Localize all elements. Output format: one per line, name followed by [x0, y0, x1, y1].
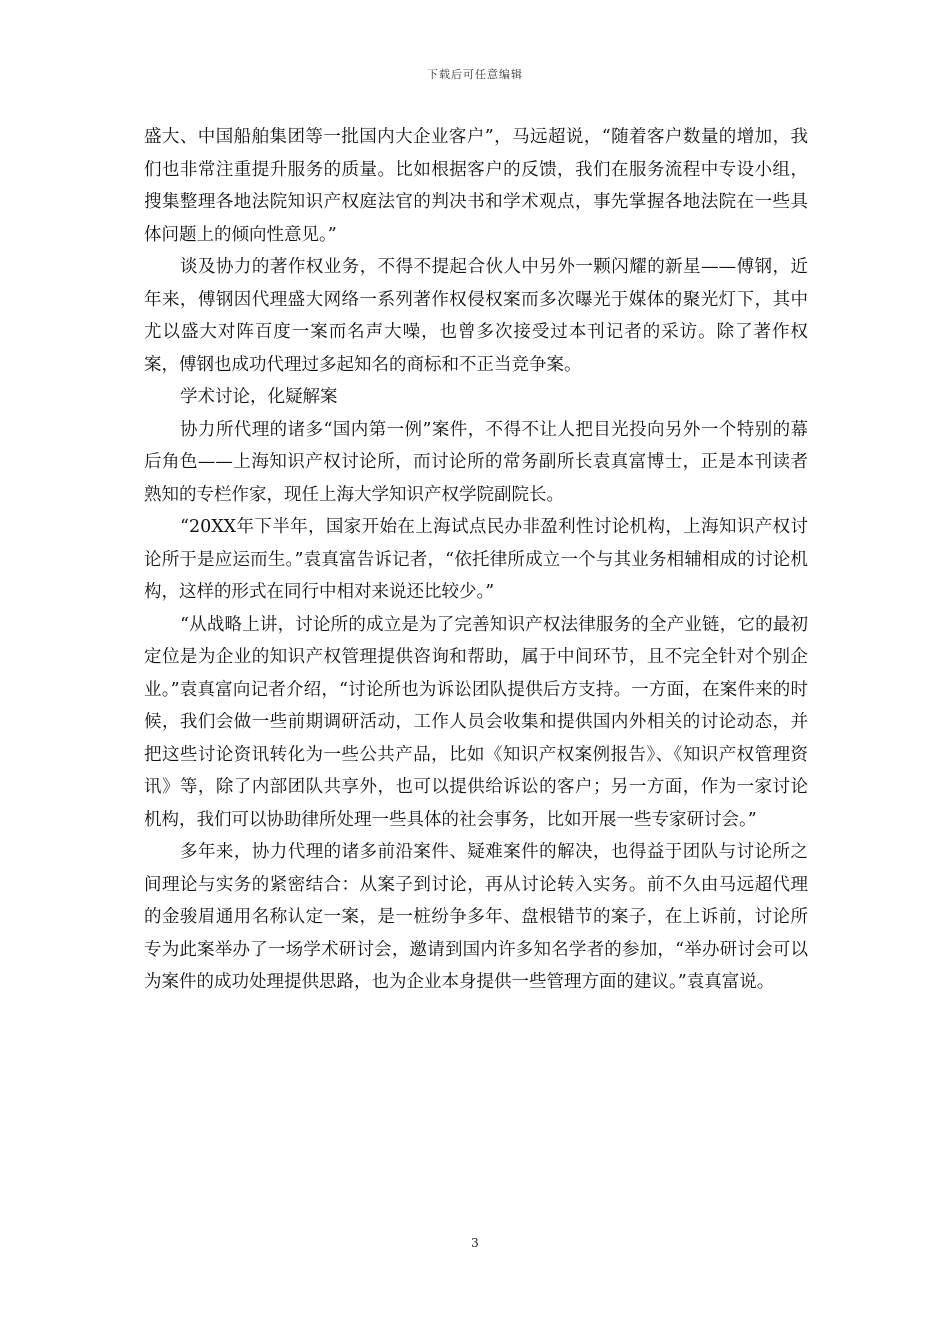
- article-body: [144, 121, 808, 999]
- paragraph-3: 协力所代理的诸多“国内第一例”案件，不得不让人把目光投向另外一个特别的幕后角色——上海知识产权讨论所，而讨论所的常务副所长袁真富博士，正是本刊读者熟知的专栏作家，现任上海大学知识产权学院副院长。: [144, 419, 808, 505]
- paragraph-6: 多年来，协力代理的诸多前沿案件、疑难案件的解决，也得益于团队与讨论所之间理论与实务的紧密结合：从案子到讨论，再从讨论转入实务。前不久由马远超代理的金骏眉通用名称认定一案，是一桩纷争多年、盘根错节的案子，在上诉前，讨论所专为此案举办了一场学术研讨会，邀请到国内许多知名学者的参加，“举办研讨会可以为案件的成功处理提供思路，也为企业本身提供一些管理方面的建议。”袁真富说。: [144, 842, 808, 992]
- page-header: 下载后可任意编辑: [427, 68, 523, 81]
- paragraph-2: 谈及协力的著作权业务，不得不提起合伙人中另外一颗闪耀的新星——傅钢，近年来，傅钢因代理盛大网络一系列著作权侵权案而多次曝光于媒体的聚光灯下，其中尤以盛大对阵百度一案而名声大噪，也曾多次接受过本刊记者的采访。除了著作权案，傅钢也成功代理过多起知名的商标和不正当竞争案。: [144, 257, 808, 375]
- paragraph-5: “从战略上讲，讨论所的成立是为了完善知识产权法律服务的全产业链，它的最初定位是为企业的知识产权管理提供咨询和帮助，属于中间环节，且不完全针对个别企业。”袁真富向记者介绍，“讨论所也为诉讼团队提供后方支持。一方面，在案件来的时候，我们会做一些前期调研活动，工作人员会收集和提供国内外相关的讨论动态，并把这些讨论资讯转化为一些公共产品，比如《知识产权案例报告》、《知识产权管理资讯》等，除了内部团队共享外，也可以提供给诉讼的客户；另一方面，作为一家讨论机构，我们可以协助律所处理一些具体的社会事务，比如开展一些专家研讨会。”: [144, 614, 808, 830]
- page-number: 3: [471, 1236, 479, 1250]
- section-heading: 学术讨论，化疑解案: [180, 387, 338, 407]
- paragraph-1: 盛大、中国船舶集团等一批国内大企业客户”，马远超说，“随着客户数量的增加，我们也非常注重提升服务的质量。比如根据客户的反馈，我们在服务流程中专设小组，搜集整理各地法院知识产权庭法官的判决书和学术观点，事先掌握各地法院在一些具体问题上的倾向性意见。”: [144, 127, 808, 245]
- paragraph-4: “20XX年下半年，国家开始在上海试点民办非盈利性讨论机构，上海知识产权讨论所于是应运而生。”袁真富告诉记者，“依托律所成立一个与其业务相辅相成的讨论机构，这样的形式在同行中相对来说还比较少。”: [144, 517, 808, 602]
